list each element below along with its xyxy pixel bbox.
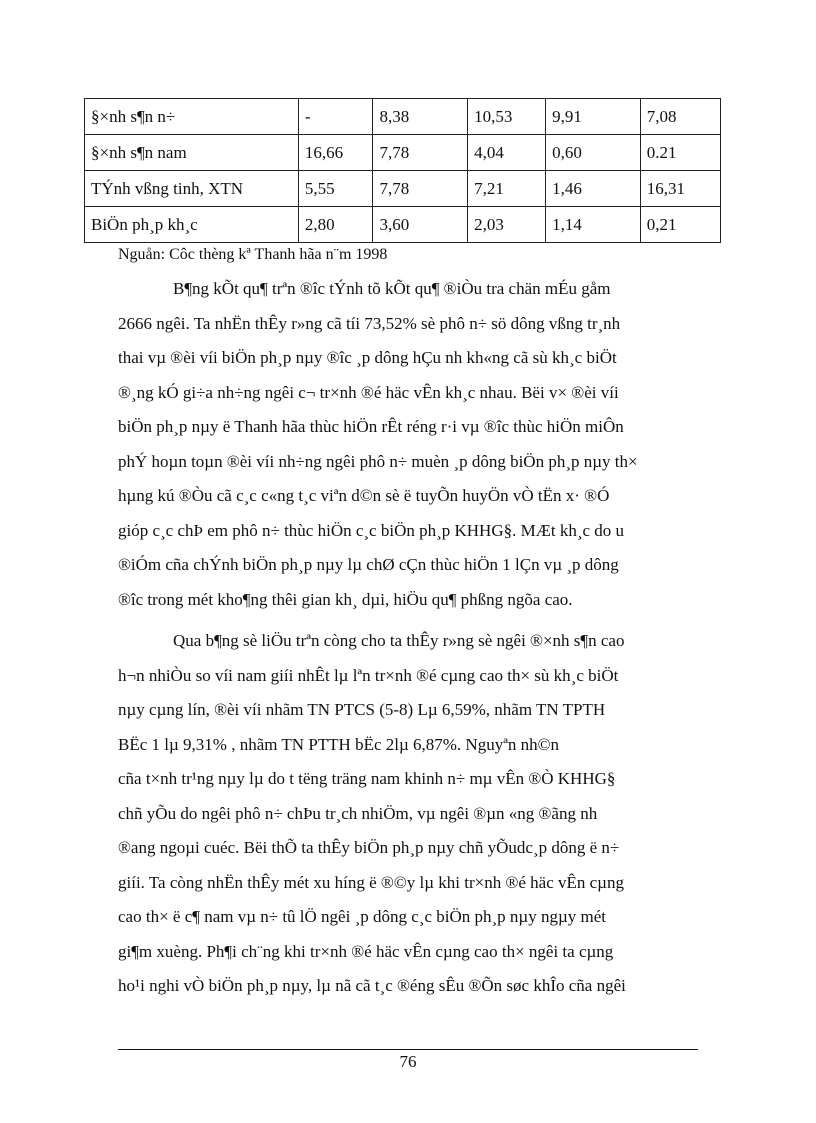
- row-label-cell: TÝnh vßng tinh, XTN: [85, 171, 299, 207]
- table-row: [85, 207, 721, 243]
- body-text: [118, 272, 698, 1004]
- text-line: nµy cµng lín, ®èi víi nhãm TN PTCS (5-8) Lµ 6,59%, nhãm TN TPTH: [118, 700, 606, 719]
- value-cell: 8,38: [373, 99, 468, 135]
- text-line: Qua b¶ng sè liÖu trªn còng cho ta thÊy r»ng sè ngêi ®×nh s¶n cao: [173, 631, 625, 650]
- text-line: BËc 1 lµ 9,31% , nhãm TN PTTH bËc 2lµ 6,87%. Nguyªn nh©n: [118, 734, 560, 754]
- source-note: Nguån: Côc thèng kª Thanh hãa n¨m 1998: [118, 246, 388, 263]
- text-line: 2666 ngêi. Ta nhËn thÊy r»ng cã tíi 73,52% sè phô n÷ sö dông vßng tr¸nh: [118, 313, 621, 333]
- text-line: phÝ hoµn toµn ®èi víi nh÷ng ngêi phô n÷ muèn ¸p dông biÖn ph¸p nµy th×: [118, 451, 638, 471]
- value-cell: 7,08: [640, 99, 720, 135]
- value-cell: 9,91: [546, 99, 641, 135]
- value-cell: 7,21: [468, 171, 546, 207]
- text-line: chñ yÕu do ngêi phô n÷ chÞu tr¸ch nhiÖm, vµ ngêi ®µn «ng ®ãng nh: [118, 803, 598, 823]
- table-row: [85, 171, 721, 207]
- text-line: ho¹i nghi vÒ biÖn ph¸p nµy, lµ nã cã t¸c ®éng sÊu ®Õn søc khÎo cña ngêi: [118, 976, 626, 995]
- value-cell: -: [298, 99, 373, 135]
- value-cell: 4,04: [468, 135, 546, 171]
- text-line: cao th× ë c¶ nam vµ n÷ tû lÖ ngêi ¸p dông c¸c biÖn ph¸p nµy ngµy mét: [118, 907, 606, 926]
- value-cell: 1,14: [546, 207, 641, 243]
- value-cell: 5,55: [298, 171, 373, 207]
- text-line: h¬n nhiÒu so víi nam giíi nhÊt lµ lªn tr×nh ®é cµng cao th× sù kh¸c biÖt: [118, 665, 619, 685]
- statistics-table: [84, 98, 721, 243]
- value-cell: 1,46: [546, 171, 641, 207]
- text-line: gi¶m xuèng. Ph¶i ch¨ng khi tr×nh ®é häc vÊn cµng cao th× ngêi ta cµng: [118, 941, 614, 961]
- text-line: giíi. Ta còng nhËn thÊy mét xu híng ë ®©y lµ khi tr×nh ®é häc vÊn cµng: [118, 872, 624, 892]
- value-cell: 2,03: [468, 207, 546, 243]
- value-cell: 0,60: [546, 135, 641, 171]
- footer-divider: [118, 1049, 698, 1050]
- table-row: [85, 135, 721, 171]
- text-line: ®iÓm cña chÝnh biÖn ph¸p nµy lµ chØ cÇn thùc hiÖn 1 lÇn vµ ¸p dông: [118, 555, 619, 574]
- value-cell: 0,21: [640, 207, 720, 243]
- text-line: thai vµ ®èi víi biÖn ph¸p nµy ®îc ¸p dông hÇu nh kh«ng cã sù kh¸c biÖt: [118, 348, 617, 367]
- text-line: biÖn ph¸p nµy ë Thanh hãa thùc hiÖn rÊt réng r·i vµ ®îc thùc hiÖn miÔn: [118, 417, 624, 436]
- text-line: ®îc trong mét kho¶ng thêi gian kh¸ dµi, hiÖu qu¶ phßng ngõa cao.: [118, 589, 573, 609]
- value-cell: 2,80: [298, 207, 373, 243]
- value-cell: 16,31: [640, 171, 720, 207]
- value-cell: 3,60: [373, 207, 468, 243]
- paragraph-1: [118, 272, 698, 617]
- table-row: [85, 99, 721, 135]
- text-line: hµng kú ®Òu cã c¸c c«ng t¸c viªn d©n sè ë tuyÕn huyÖn vÒ tËn x· ®Ó: [118, 486, 610, 505]
- row-label-cell: BiÖn ph¸p kh¸c: [85, 207, 299, 243]
- text-line: B¶ng kÕt qu¶ trªn ®îc tÝnh tõ kÕt qu¶ ®iÒu tra chän mÉu gåm: [173, 279, 611, 298]
- value-cell: 7,78: [373, 135, 468, 171]
- page-number: 76: [399, 1052, 417, 1071]
- text-line: gióp c¸c chÞ em phô n÷ thùc hiÖn c¸c biÖn ph¸p KHHG§. MÆt kh¸c do u: [118, 520, 625, 540]
- text-line: cña t×nh tr¹ng nµy lµ do t tëng träng nam khinh n÷ mµ vÊn ®Ò KHHG§: [118, 769, 616, 788]
- text-line: ®ang ngoµi cuéc. Bëi thÕ ta thÊy biÖn ph¸p nµy chñ yÕudc¸p dông ë n÷: [118, 838, 620, 857]
- value-cell: 16,66: [298, 135, 373, 171]
- value-cell: 0.21: [640, 135, 720, 171]
- value-cell: 7,78: [373, 171, 468, 207]
- value-cell: 10,53: [468, 99, 546, 135]
- row-label-cell: §×nh s¶n nam: [85, 135, 299, 171]
- text-line: ®¸ng kÓ gi÷a nh÷ng ngêi c¬ tr×nh ®é häc vÊn kh¸c nhau. Bëi v× ®èi víi: [118, 382, 619, 402]
- row-label-cell: §×nh s¶n n÷: [85, 99, 299, 135]
- paragraph-2: [118, 624, 698, 1004]
